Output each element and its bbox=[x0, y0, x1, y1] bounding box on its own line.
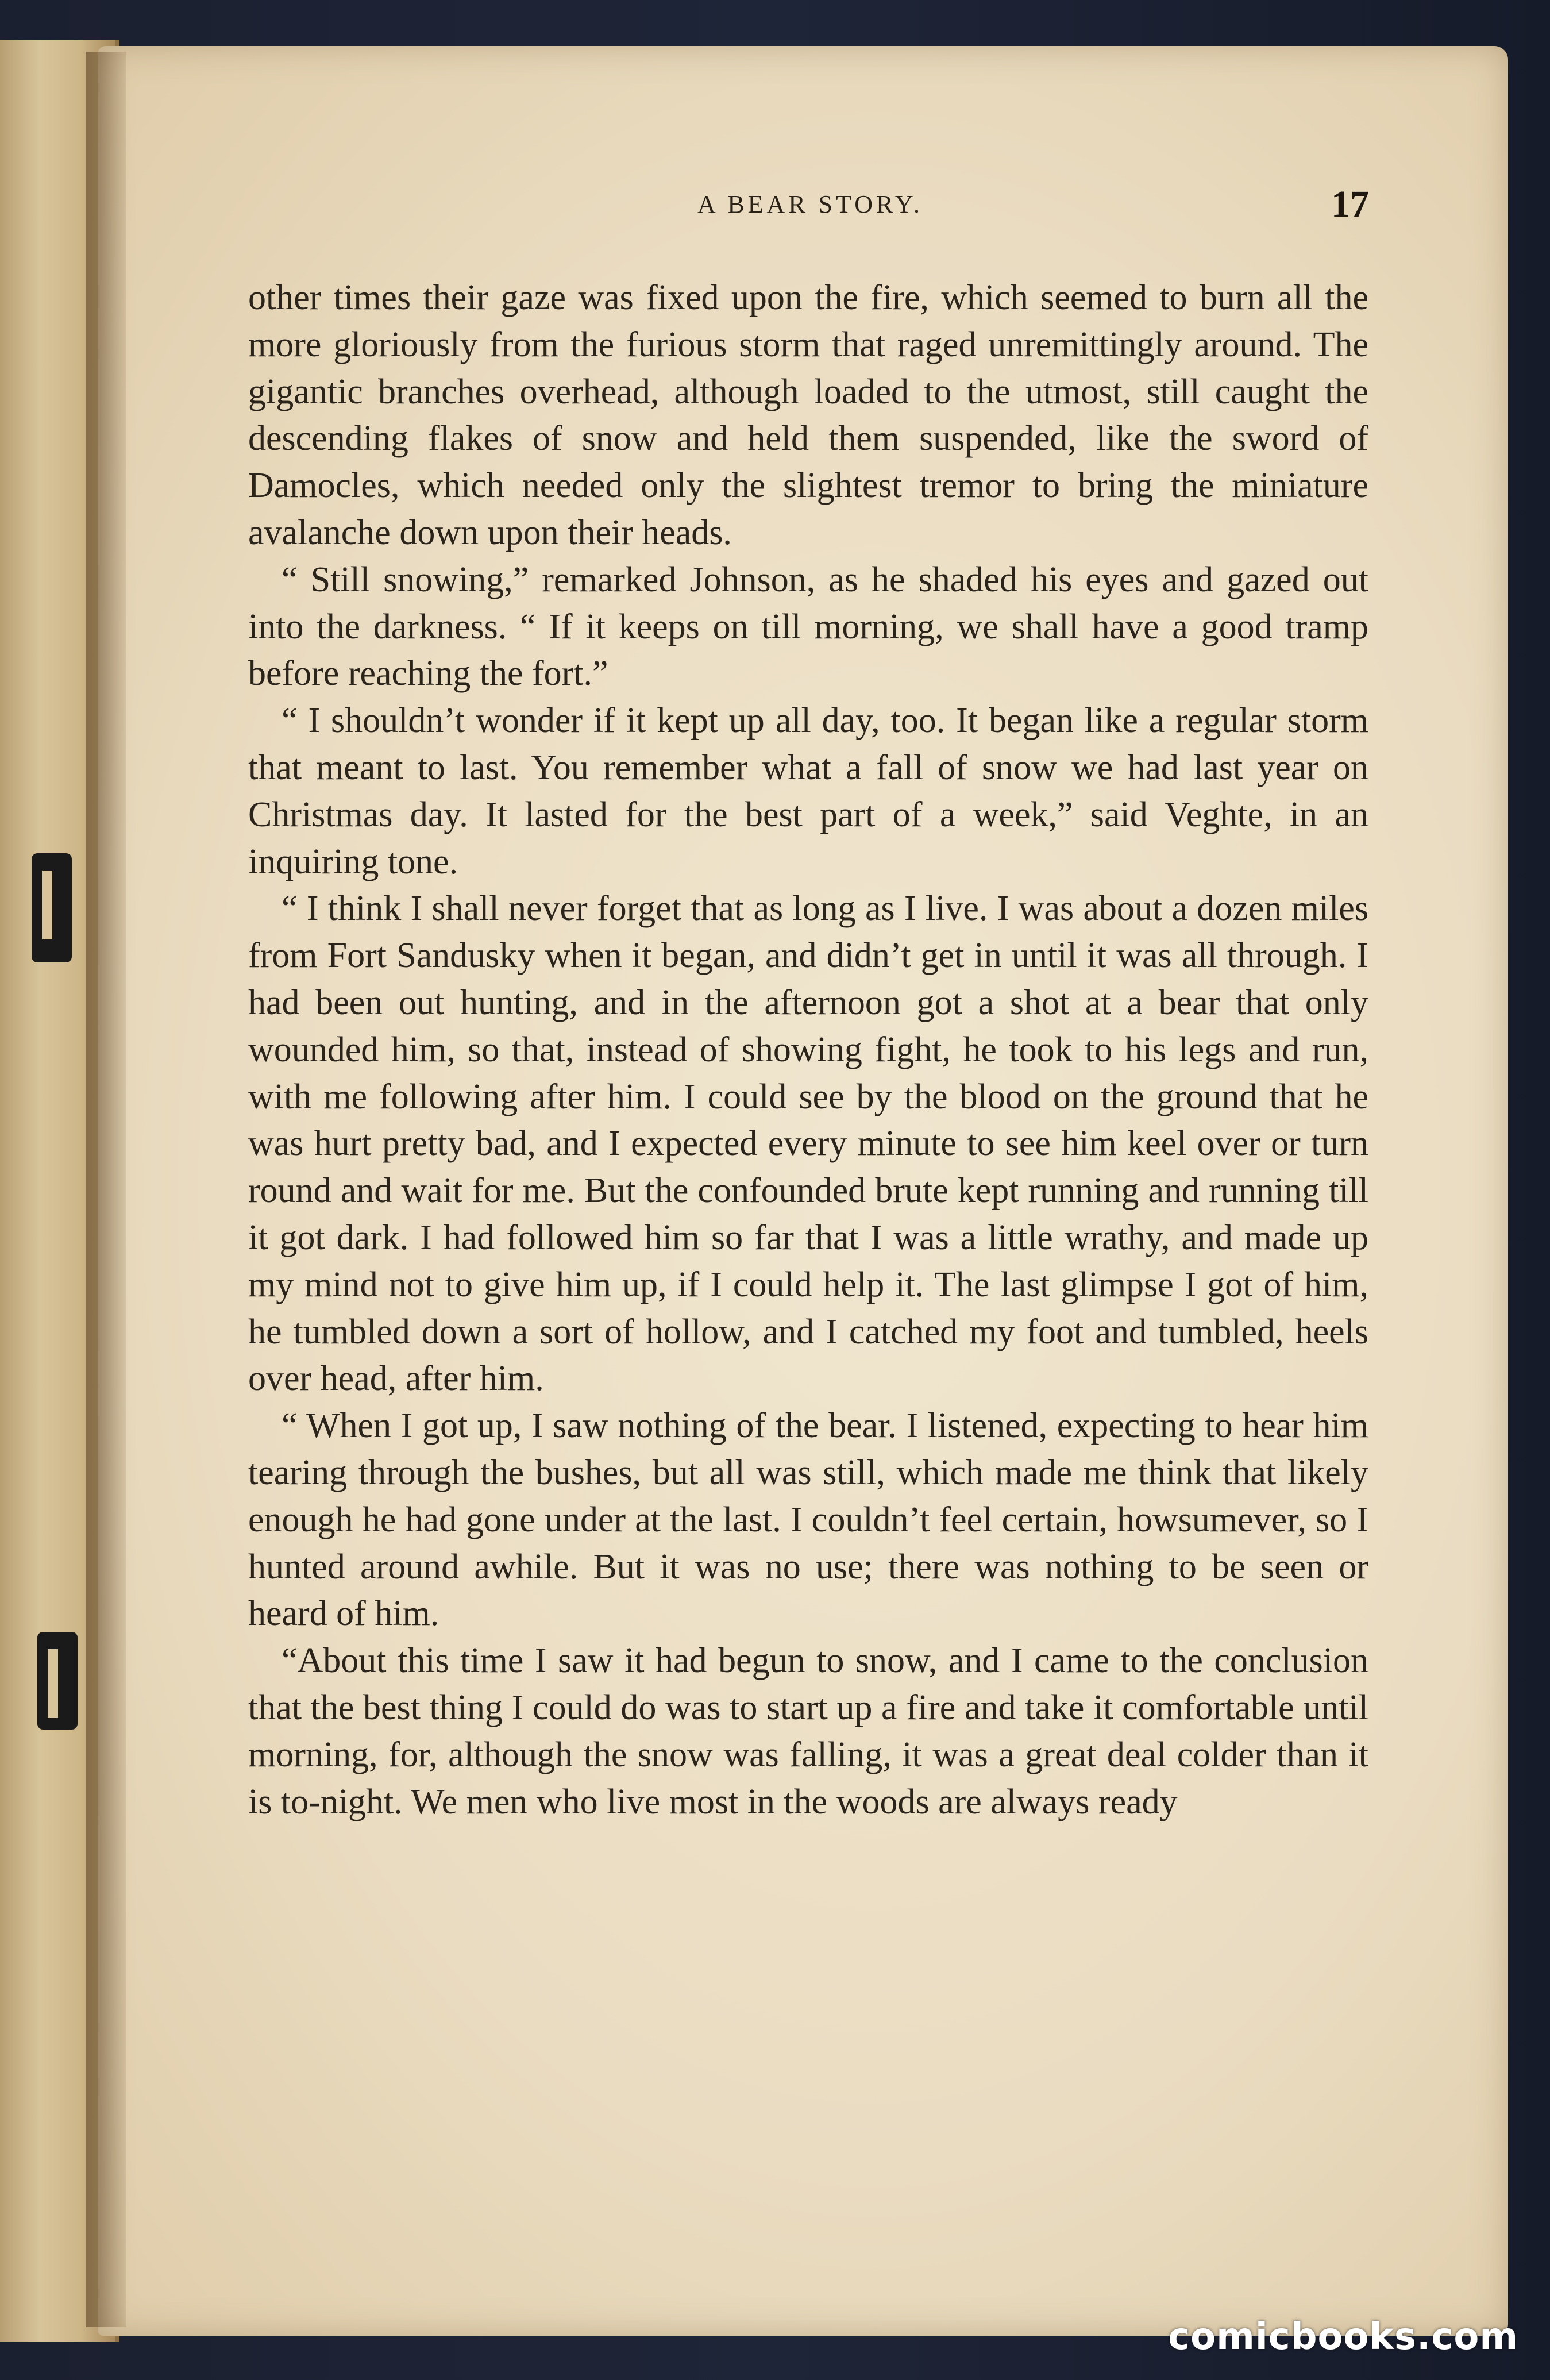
paragraph: “ When I got up, I saw nothing of the bear. I listened, expecting to hear him tearing through the bushes, but all was still, which made me think that likely enough he had gone under at the last. I couldn’t feel certain, howsumever, so I hunted around awhile. But it was no use; there was nothing to be seen or heard of him. bbox=[248, 1406, 1368, 1634]
paragraph: “ I think I shall never forget that as long as I live. I was about a dozen miles from Fort Sandusky when it began, and didn’t get in until it was all through. I had been out hunting, and in the afternoon got a shot at a bear that only wounded him, so that, instead of showing fight, he took to his legs and run, with me following after him. I could see by the blood on the ground that he was hurt pretty bad, and I expected every minute to see him keel over or turn round and wait for me. But the confounded brute kept running and running till it got dark. I had followed him so far that I was a little wrathy, and made up my mind not to give him up, if I could help it. The last glimpse I got of him, he tumbled down a sort of hollow, and I catched my foot and tumbled, heels over head, after him. bbox=[248, 889, 1368, 1399]
paragraph: other times their gaze was fixed upon the fire, which seemed to burn all the more gloriously from the furious storm that raged unremittingly around. The gigantic branches overhead, although loaded to the utmost, still caught the descending flakes of snow and held them suspended, like the sword of Damocles, which needed only the slightest tremor to bring the miniature avalanche down upon their heads. bbox=[248, 278, 1368, 552]
body-text bbox=[248, 275, 1368, 1826]
gutter-shadow bbox=[86, 52, 126, 2327]
paragraph: “About this time I saw it had begun to snow, and I came to the conclusion that the best thing I could do was to start up a fire and take it comfortable until morning, for, although the snow was falling, it was a great deal colder than it is to-night. We men who live most in the woods are always ready bbox=[248, 1641, 1368, 1821]
paragraph: “ I shouldn’t wonder if it kept up all day, too. It began like a regular storm that meant to last. You remember what a fall of snow we had last year on Christmas day. It lasted for the best part of a week,” said Veghte, in an inquiring tone. bbox=[248, 701, 1368, 881]
paragraph: “ Still snowing,” remarked Johnson, as he shaded his eyes and gazed out into the darkness. “ If it keeps on till morning, we shall have a good tramp before reaching the fort.” bbox=[248, 560, 1368, 694]
binding-stitch-icon bbox=[37, 1632, 78, 1730]
page-header bbox=[252, 183, 1369, 230]
page-number: 17 bbox=[1331, 183, 1369, 225]
watermark: comicbooks.com bbox=[1168, 2316, 1518, 2358]
binding-stitch-icon bbox=[32, 853, 72, 962]
running-head: A BEAR STORY. bbox=[697, 190, 924, 218]
